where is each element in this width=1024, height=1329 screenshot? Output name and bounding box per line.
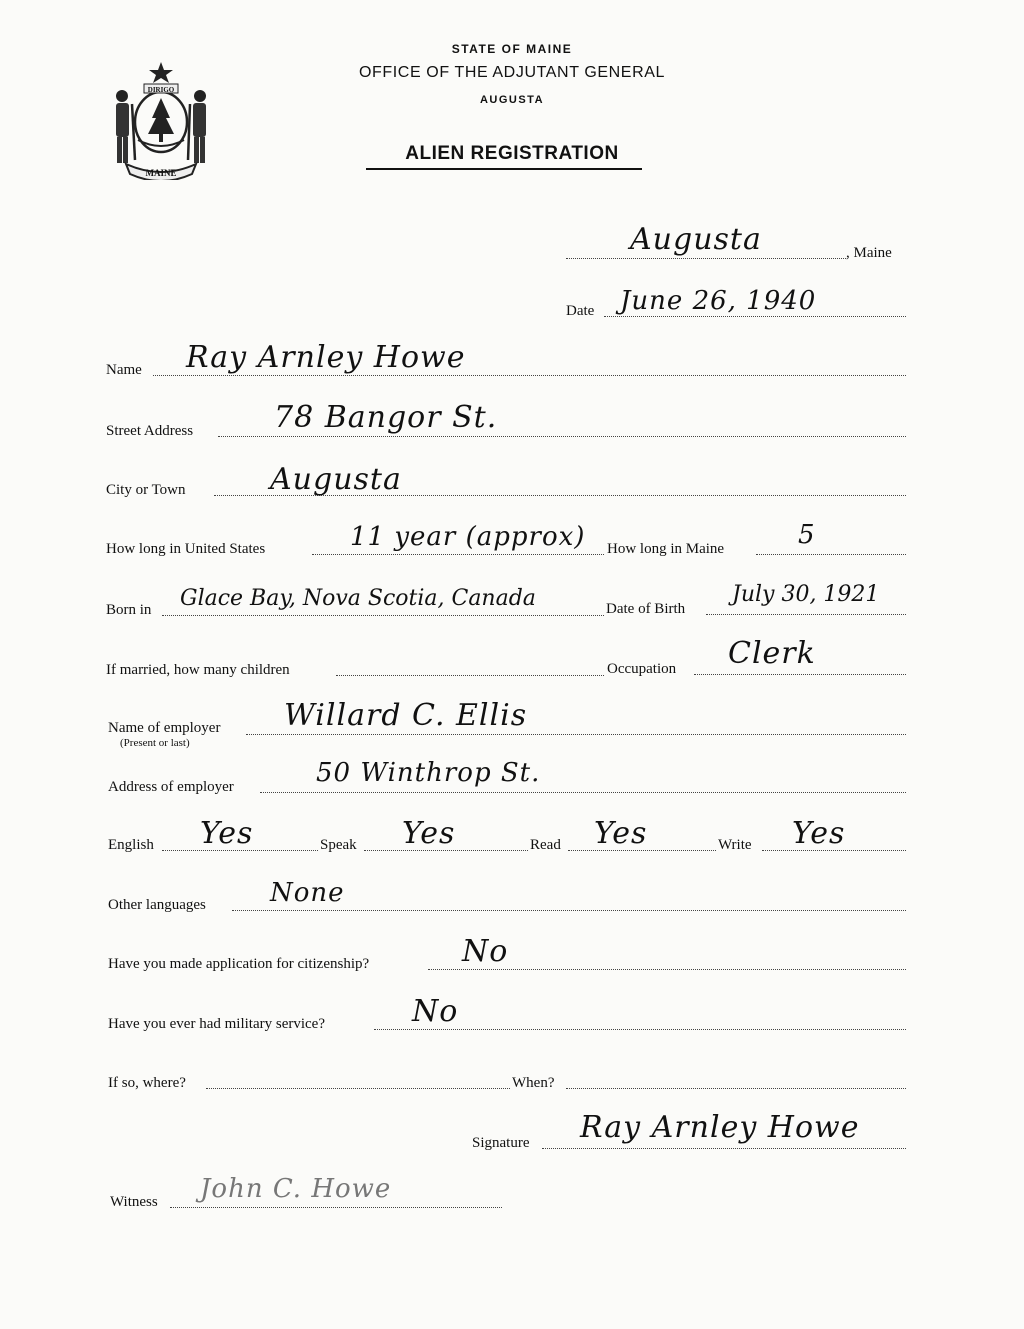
employer-address-value: 50 Winthrop St.	[316, 758, 541, 788]
other-languages-value: None	[270, 878, 345, 908]
dob-value: July 30, 1921	[732, 582, 880, 607]
military-label: Have you ever had military service?	[108, 1016, 325, 1032]
name-value: Ray Arnley Howe	[186, 340, 466, 375]
citizenship-value: No	[462, 934, 509, 969]
when-line	[566, 1088, 906, 1089]
date-value: June 26, 1940	[620, 286, 817, 316]
military-value: No	[412, 994, 459, 1029]
speak-label: Speak	[320, 837, 357, 853]
maine-duration-line	[756, 554, 906, 555]
seal-motto-label: DIRIGO	[147, 86, 175, 94]
place-suffix-label: , Maine	[846, 245, 892, 261]
born-in-label: Born in	[106, 602, 152, 618]
witness-line	[170, 1207, 502, 1208]
speak-value: Yes	[402, 816, 456, 851]
signature-label: Signature	[472, 1135, 530, 1151]
english-label: English	[108, 837, 154, 853]
header-office: OFFICE OF THE ADJUTANT GENERAL	[358, 64, 666, 81]
street-value: 78 Bangor St.	[274, 400, 498, 435]
employer-label: Name of employer	[108, 720, 221, 736]
title-underline	[366, 168, 642, 170]
street-line	[218, 436, 906, 437]
seal-banner-label: MAINE	[145, 168, 177, 178]
header-state: STATE OF MAINE	[451, 42, 573, 56]
english-value: Yes	[200, 816, 254, 851]
place-line	[566, 258, 846, 259]
born-in-line	[162, 615, 604, 616]
citizenship-line	[428, 969, 906, 970]
witness-value: John C. Howe	[200, 1174, 392, 1204]
write-value: Yes	[792, 816, 846, 851]
street-label: Street Address	[106, 423, 194, 439]
dob-label: Date of Birth	[606, 601, 686, 617]
other-languages-line	[232, 910, 906, 911]
write-label: Write	[718, 837, 752, 853]
name-label: Name	[106, 362, 142, 378]
employer-address-label: Address of employer	[108, 779, 234, 795]
city-label: City or Town	[106, 482, 186, 498]
born-in-value: Glace Bay, Nova Scotia, Canada	[180, 586, 536, 611]
page-title: ALIEN REGISTRATION	[405, 143, 619, 164]
maine-duration-label: How long in Maine	[607, 541, 725, 557]
witness-label: Witness	[110, 1194, 158, 1210]
read-value: Yes	[594, 816, 648, 851]
read-label: Read	[530, 837, 561, 853]
employer-address-line	[260, 792, 906, 793]
date-line	[604, 316, 906, 317]
where-label: If so, where?	[108, 1075, 186, 1091]
employer-sublabel: (Present or last)	[120, 737, 190, 749]
place-value: Augusta	[630, 222, 762, 257]
us-duration-label: How long in United States	[106, 541, 266, 557]
signature-line	[542, 1148, 906, 1149]
signature-value: Ray Arnley Howe	[580, 1110, 860, 1145]
us-duration-value: 11 year (approx)	[350, 522, 586, 552]
occupation-label: Occupation	[607, 661, 677, 677]
employer-value: Willard C. Ellis	[284, 698, 528, 733]
children-line	[336, 675, 604, 676]
occupation-value: Clerk	[728, 636, 816, 671]
city-value: Augusta	[270, 462, 402, 497]
header-city: AUGUSTA	[479, 94, 545, 106]
maine-duration-value: 5	[798, 520, 816, 550]
date-label: Date	[566, 303, 595, 319]
where-line	[206, 1088, 510, 1089]
dob-line	[706, 614, 906, 615]
military-line	[374, 1029, 906, 1030]
when-label: When?	[512, 1075, 555, 1091]
occupation-line	[694, 674, 906, 675]
other-languages-label: Other languages	[108, 897, 206, 913]
citizenship-label: Have you made application for citizenship?	[108, 956, 370, 972]
employer-line	[246, 734, 906, 735]
name-line	[153, 375, 906, 376]
us-duration-line	[312, 554, 604, 555]
children-label: If married, how many children	[106, 662, 290, 678]
